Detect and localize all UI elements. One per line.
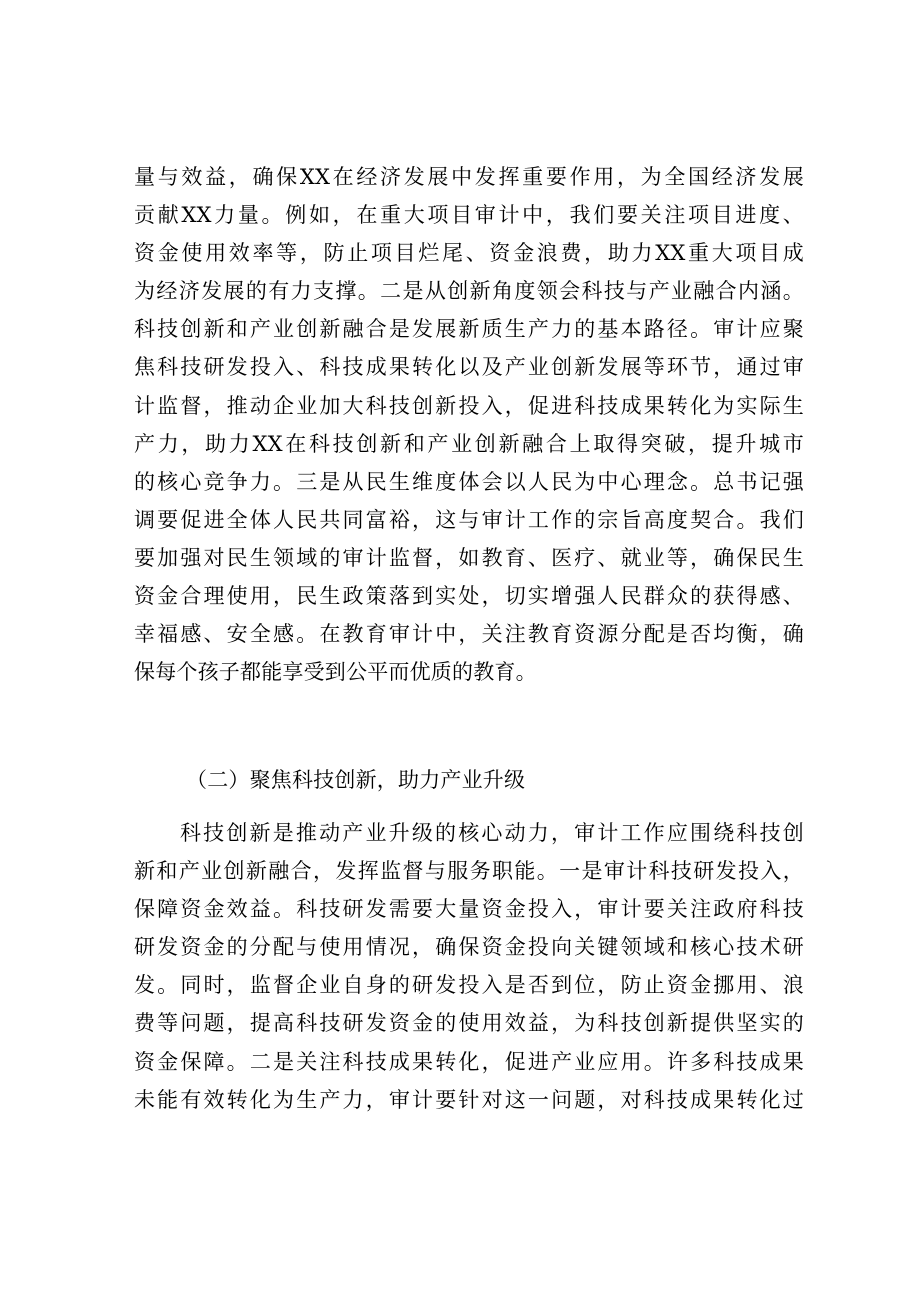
paragraph-1-line: 产力，助力XX在科技创新和产业创新融合上取得突破，提升城市	[134, 431, 804, 456]
paragraph-1-line: 为经济发展的有力支撑。二是从创新角度领会科技与产业融合内涵。	[134, 279, 804, 304]
paragraph-1-line: 资金使用效率等，防止项目烂尾、资金浪费，助力XX重大项目成	[134, 241, 804, 266]
paragraph-2-line: 发。同时，监督企业自身的研发投入是否到位，防止资金挪用、浪	[134, 973, 804, 998]
paragraph-2-line: 费等问题，提高科技研发资金的使用效益，为科技创新提供坚实的	[134, 1011, 804, 1036]
paragraph-1-line: 幸福感、安全感。在教育审计中，关注教育资源分配是否均衡，确	[134, 622, 804, 647]
paragraph-2-line: 研发资金的分配与使用情况，确保资金投向关键领域和核心技术研	[134, 935, 804, 960]
paragraph-1-line: 量与效益，确保XX在经济发展中发挥重要作用，为全国经济发展	[134, 165, 804, 189]
paragraph-2-line: 科技创新是推动产业升级的核心动力，审计工作应围绕科技创	[180, 821, 804, 845]
paragraph-1-line: 焦科技研发投入、科技成果转化以及产业创新发展等环节，通过审	[134, 355, 804, 380]
paragraph-1-line: 贡献XX力量。例如，在重大项目审计中，我们要关注项目进度、	[134, 203, 804, 228]
section-heading: （二）聚焦科技创新，助力产业升级	[186, 768, 526, 792]
paragraph-2-line: 保障资金效益。科技研发需要大量资金投入，审计要关注政府科技	[134, 897, 804, 922]
paragraph-2-line: 新和产业创新融合，发挥监督与服务职能。一是审计科技研发投入，	[134, 859, 804, 884]
paragraph-1-line: 的核心竞争力。三是从民生维度体会以人民为中心理念。总书记强	[134, 469, 804, 494]
paragraph-2-line: 资金保障。二是关注科技成果转化，促进产业应用。许多科技成果	[134, 1049, 804, 1074]
paragraph-2-line: 未能有效转化为生产力，审计要针对这一问题，对科技成果转化过	[134, 1087, 804, 1112]
paragraph-2	[134, 814, 804, 1119]
paragraph-1-line: 保每个孩子都能享受到公平而优质的教育。	[134, 660, 537, 685]
paragraph-1-line: 计监督，推动企业加大科技创新投入，促进科技成果转化为实际生	[134, 393, 804, 418]
paragraph-1-line: 科技创新和产业创新融合是发展新质生产力的基本路径。审计应聚	[134, 317, 804, 342]
paragraph-1-line: 要加强对民生领域的审计监督，如教育、医疗、就业等，确保民生	[134, 545, 804, 570]
paragraph-1-line: 资金合理使用，民生政策落到实处，切实增强人民群众的获得感、	[134, 584, 804, 609]
paragraph-1	[134, 158, 804, 691]
paragraph-1-line: 调要促进全体人民共同富裕，这与审计工作的宗旨高度契合。我们	[134, 507, 804, 532]
